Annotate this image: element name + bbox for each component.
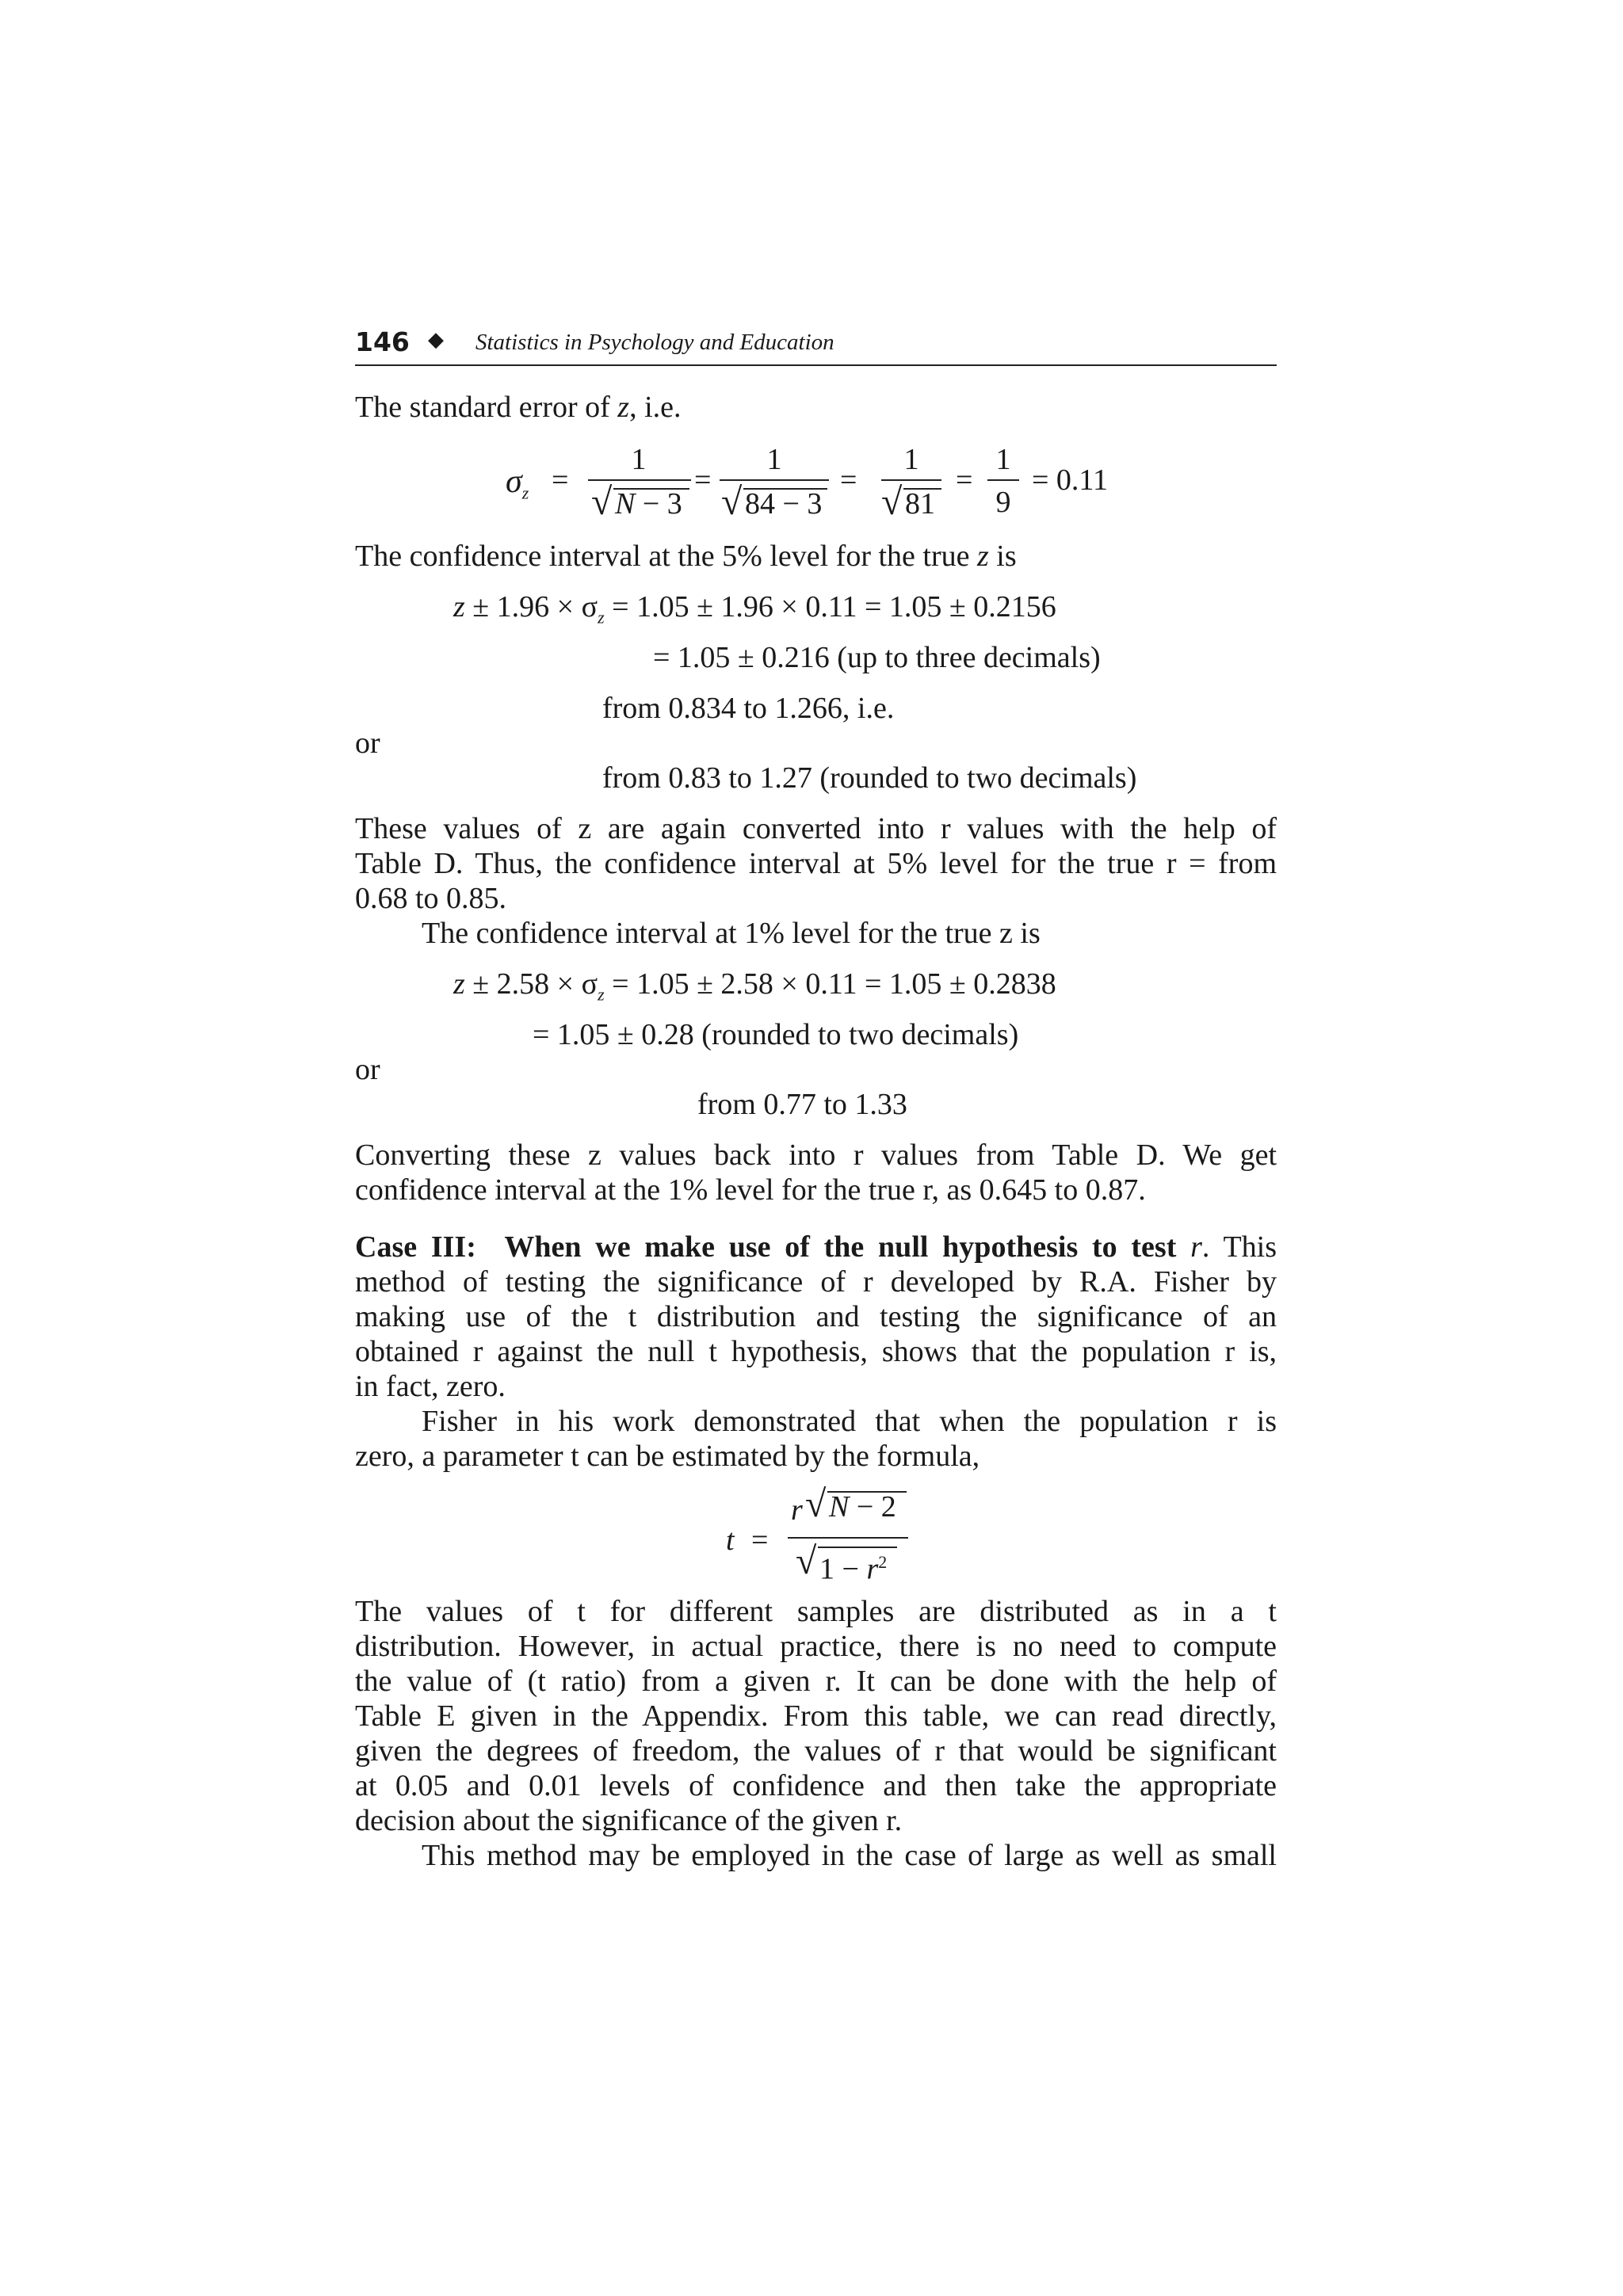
paragraph-converting: Converting these z values back into r values from Table D. We get confidence interval at the 1% level for the true r, as 0.645 to 0.87. — [355, 1138, 1277, 1207]
book-title: Statistics in Psychology and Education — [475, 330, 834, 355]
paragraph-z-to-r: These values of z are again converted into r values with the help of Table D. Thus, the confidence interval at 5% level for the true r = from 0.68 to 0.85. — [355, 812, 1277, 915]
ci5-line3: from 0.834 to 1.266, i.e. — [602, 692, 895, 725]
ci1-line1: $z \pm 2.58 \times \sigma_z = 1.05 \pm 2.58 \times 0.11 = 1.05 \pm 0.2838$ — [453, 967, 1056, 1005]
ci1-intro: The confidence interval at 1% level for the true z is — [422, 917, 1041, 950]
case-three-heading: Case III: When we make use of the null hypothesis to test r. This — [355, 1230, 1277, 1264]
ci1-or: or — [355, 1053, 380, 1086]
ci5-line2: = 1.05 ± 0.216 (up to three decimals) — [653, 641, 1101, 674]
std-error-intro: The standard error of z, i.e. — [355, 391, 682, 424]
ci5-intro: The confidence interval at the 5% level for the true z is — [355, 540, 1017, 573]
ci5-or: or — [355, 727, 380, 760]
ci5-line1: $z \pm 1.96 \times \sigma_z = 1.05 \pm 1.96 \times 0.11 = 1.05 \pm 0.2156$ — [453, 590, 1056, 627]
paragraph-t-values: The values of t for different samples are distributed as in a t distribution. However, in actual practice, there is no need to compute the value of (t ratio) from a given r. It can be done with the help of Table E given in the Appendix. From this table, we can read directly, given the degrees of freedom, the values of r that would be significant at 0.05 and 0.01 levels of confidence and then take the appropriate decision about the significance of the given r. — [355, 1595, 1277, 1837]
ci5-line4: from 0.83 to 1.27 (rounded to two decimals) — [602, 761, 1137, 795]
case-three-section: Case III: When we make use of the null hypothesis to test r. This method of testing the significance of r developed by R.A. Fisher by making use of the t distribution and testing the significance of an obtained r against the null t hypothesis, shows that the population r is, in fact, zero. — [355, 1230, 1277, 1403]
book-page: 146 ◆ Statistics in Psychology and Education The standard error of z, i.e. $\sigma_z$ = 1 √ N − 3 = 1 √ 84 − 3 = 1 √ 81 = 1 9 = 0.11 The confidence interval at the 5% level for the true z is $z \pm 1.96 \times \sigma_z = 1.05 \pm 1.96 \times 0.11 = 1.05 \pm 0.2156$ = 1.05 ± 0.216 (up to three decimals) from 0.834 to 1.266, i.e. or from 0.83 to 1.27 (rounded to two decimals) These values of z are again converted into r values with the help of Table D. Thus, the confidence interval at 5% level for the true r = from 0.68 to 0.85. The confidence interval at 1% level for the true z is $z \pm 2.58 \times \sigma_z = 1.05 \pm 2.58 \times 0.11 = 1.05 \pm 0.2838$ = 1.05 ± 0.28 (rounded to two decimals) or from 0.77 to 1.33 Converting these z values back into r values from Table D. We get confidence interval at the 1% level for the true r, as 0.645 to 0.87. Case III: When we make use of the null hypothesis to test r. This method of testing the significance of r developed by R.A. Fisher by making use of the t distribution and testing the significance of an obtained r against the null t hypothesis, shows that the population r is, in fact, zero. Fisher in his work demonstrated that when the population r is zero, a parameter t can be estimated by the formula, t = r √ N − 2 √ $1 - r^2$ The values of t for different samples are distributed as in a t distribution. However, in actual practice, there is no need to compute the value of (t ratio) from a given r. It can be done with the help of Table E given in the Appendix. From this table, we can read directly, given the degrees of freedom, the values of r that would be significant at 0.05 and 0.01 levels of confidence and then take the appropriate decision about the significance of the given r. This method may be employed in the case of large as well as small — [355, 326, 1277, 1872]
diamond-icon: ◆ — [428, 328, 444, 352]
ci1-line2: = 1.05 ± 0.28 (rounded to two decimals) — [533, 1018, 1019, 1051]
paragraph-method: This method may be employed in the case of large as well as small — [422, 1839, 1277, 1872]
paragraph-fisher: Fisher in his work demonstrated that when the population r is zero, a parameter t can be estimated by the formula, — [355, 1405, 1277, 1473]
page-number: 146 — [355, 326, 410, 357]
running-head — [355, 325, 1277, 366]
ci1-line3: from 0.77 to 1.33 — [697, 1088, 907, 1121]
